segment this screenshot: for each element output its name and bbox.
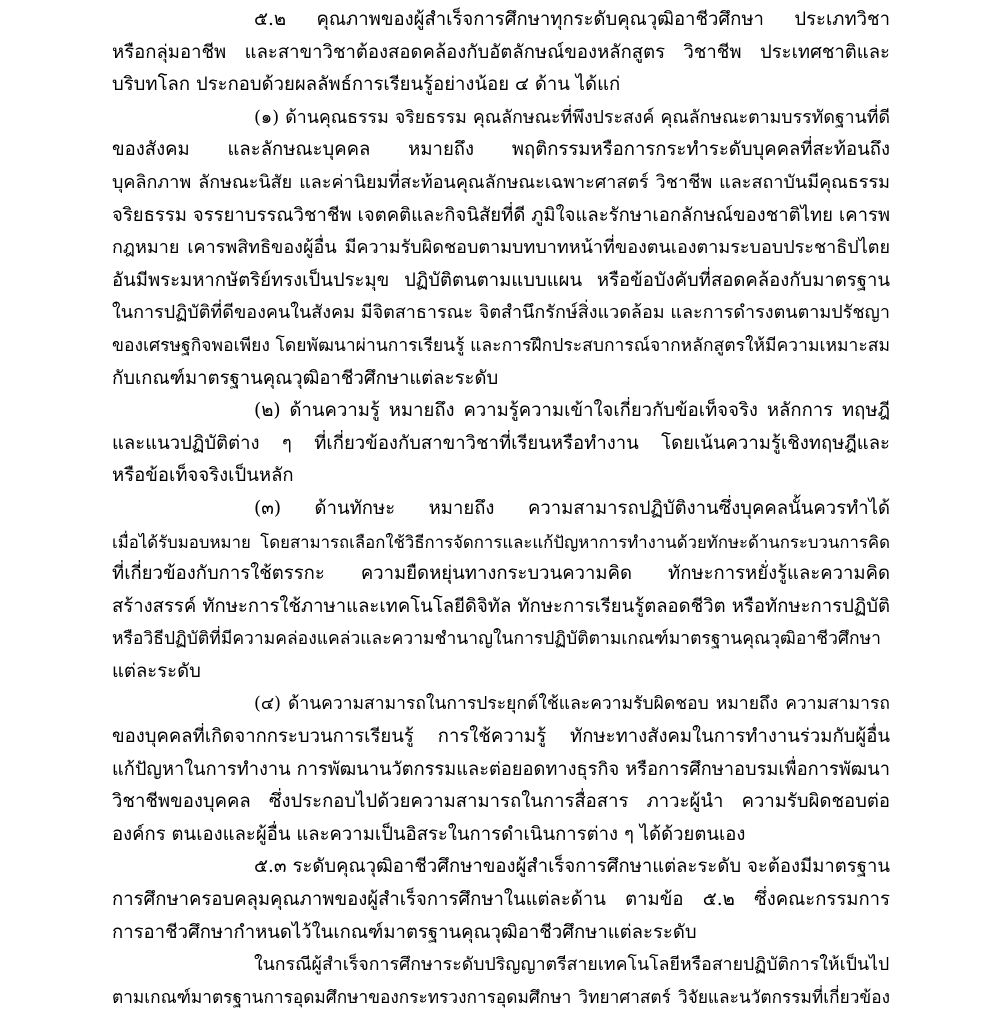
text-line: หรือกลุ่มอาชีพ และสาขาวิชาต้องสอดคล้องกับอัตลักษณ์ของหลักสูตร วิชาชีพ ประเทศชาติและ bbox=[112, 41, 890, 63]
text-line: องค์กร ตนเองและผู้อื่น และความเป็นอิสระในการดำเนินการต่าง ๆ ได้ด้วยตนเอง bbox=[112, 823, 746, 845]
text-line: (๒) ด้านความรู้ หมายถึง ความรู้ความเข้าใจเกี่ยวกับข้อเท็จจริง หลักการ ทฤษฎี bbox=[254, 400, 890, 422]
text-line: หรือข้อเท็จจริงเป็นหลัก bbox=[112, 465, 294, 487]
text-line: ๕.๒ คุณภาพของผู้สำเร็จการศึกษาทุกระดับคุณวุฒิอาชีวศึกษา ประเภทวิชา bbox=[254, 9, 890, 30]
text-line: วิชาชีพของบุคคล ซึ่งประกอบไปด้วยความสามารถในการสื่อสาร ภาวะผู้นำ ความรับผิดชอบต่อ bbox=[112, 791, 890, 813]
text-line: เมื่อได้รับมอบหมาย โดยสามารถเลือกใช้วิธีการจัดการและแก้ปัญหาการทำงานด้วยทักษะด้านกระบวนการคิด bbox=[112, 531, 890, 552]
document-page bbox=[112, 4, 890, 1014]
text-line: กับเกณฑ์มาตรฐานคุณวุฒิอาชีวศึกษาแต่ละระดับ bbox=[112, 367, 499, 389]
text-line: หรือวิธีปฏิบัติที่มีความคล่องแคล่วและความชำนาญในการปฏิบัติตามเกณฑ์มาตรฐานคุณวุฒิอาชีวศึกษา bbox=[112, 629, 881, 650]
text-line: ๕.๓ ระดับคุณวุฒิอาชีวศึกษาของผู้สำเร็จการศึกษาแต่ละระดับ จะต้องมีมาตรฐาน bbox=[254, 856, 890, 878]
text-line: (๑) ด้านคุณธรรม จริยธรรม คุณลักษณะที่พึงประสงค์ คุณลักษณะตามบรรทัดฐานที่ดี bbox=[254, 107, 890, 128]
text-line: ที่เกี่ยวข้องกับการใช้ตรรกะ ความยืดหยุ่นทางกระบวนความคิด ทักษะการหยั่งรู้และความคิด bbox=[112, 563, 890, 585]
text-line: ในการปฏิบัติที่ดีของคนในสังคม มีจิตสาธารณะ จิตสำนึกรักษ์สิ่งแวดล้อม และการดำรงตนตามปรัชญา bbox=[112, 302, 890, 324]
text-line: อันมีพระมหากษัตริย์ทรงเป็นประมุข ปฏิบัติตนตามแบบแผน หรือข้อบังคับที่สอดคล้องกับมาตรฐาน bbox=[112, 269, 890, 291]
text-line: ของสังคม และลักษณะบุคคล หมายถึง พฤติกรรมหรือการกระทำระดับบุคคลที่สะท้อนถึง bbox=[112, 139, 890, 161]
text-line: ตามเกณฑ์มาตรฐานการอุดมศึกษาของกระทรวงการอุดมศึกษา วิทยาศาสตร์ วิจัยและนวัตกรรมที่เกี่ยวข้อง bbox=[112, 987, 890, 1008]
text-line: ในกรณีผู้สำเร็จการศึกษาระดับปริญญาตรีสายเทคโนโลยีหรือสายปฏิบัติการให้เป็นไป bbox=[254, 955, 890, 976]
text-line: ของเศรษฐกิจพอเพียง โดยพัฒนาผ่านการเรียนรู้ และการฝึกประสบการณ์จากหลักสูตรให้มีความเหมาะสม bbox=[112, 335, 890, 356]
text-line: การอาชีวศึกษากำหนดไว้ในเกณฑ์มาตรฐานคุณวุฒิอาชีวศึกษาแต่ละระดับ bbox=[112, 921, 697, 943]
text-line: บริบทโลก ประกอบด้วยผลลัพธ์การเรียนรู้อย่างน้อย ๔ ด้าน ได้แก่ bbox=[112, 74, 621, 96]
text-line: แต่ละระดับ bbox=[112, 660, 201, 682]
text-line: สร้างสรรค์ ทักษะการใช้ภาษาและเทคโนโลยีดิจิทัล ทักษะการเรียนรู้ตลอดชีวิต หรือทักษะการปฏิบัติ bbox=[112, 595, 890, 617]
text-line: บุคลิกภาพ ลักษณะนิสัย และค่านิยมที่สะท้อนคุณลักษณะเฉพาะศาสตร์ วิชาชีพ และสถาบันมีคุณธรรม bbox=[112, 171, 890, 193]
text-line: การศึกษาครอบคลุมคุณภาพของผู้สำเร็จการศึกษาในแต่ละด้าน ตามข้อ ๕.๒ ซึ่งคณะกรรมการ bbox=[112, 889, 890, 911]
text-line: จริยธรรม จรรยาบรรณวิชาชีพ เจตคติและกิจนิสัยที่ดี ภูมิใจและรักษาเอกลักษณ์ของชาติไทย เคารพ bbox=[112, 204, 890, 226]
document-body bbox=[112, 4, 890, 1014]
text-line: ของบุคคลที่เกิดจากกระบวนการเรียนรู้ การใช้ความรู้ ทักษะทางสังคมในการทำงานร่วมกับผู้อื่น bbox=[112, 726, 890, 748]
text-line: แก้ปัญหาในการทำงาน การพัฒนานวัตกรรมและต่อยอดทางธุรกิจ หรือการศึกษาอบรมเพื่อการพัฒนา bbox=[112, 758, 890, 780]
text-line: กฎหมาย เคารพสิทธิของผู้อื่น มีความรับผิดชอบตามบทบาทหน้าที่ของตนเองตามระบอบประชาธิปไตย bbox=[112, 237, 890, 259]
text-line: และแนวปฏิบัติต่าง ๆ ที่เกี่ยวข้องกับสาขาวิชาที่เรียนหรือทำงาน โดยเน้นความรู้เชิงทฤษฎีและ bbox=[112, 432, 890, 454]
text-line: (๔) ด้านความสามารถในการประยุกต์ใช้และความรับผิดชอบ หมายถึง ความสามารถ bbox=[254, 694, 890, 715]
text-line: (๓) ด้านทักษะ หมายถึง ความสามารถปฏิบัติงานซึ่งบุคคลนั้นควรทำได้ bbox=[254, 497, 890, 519]
